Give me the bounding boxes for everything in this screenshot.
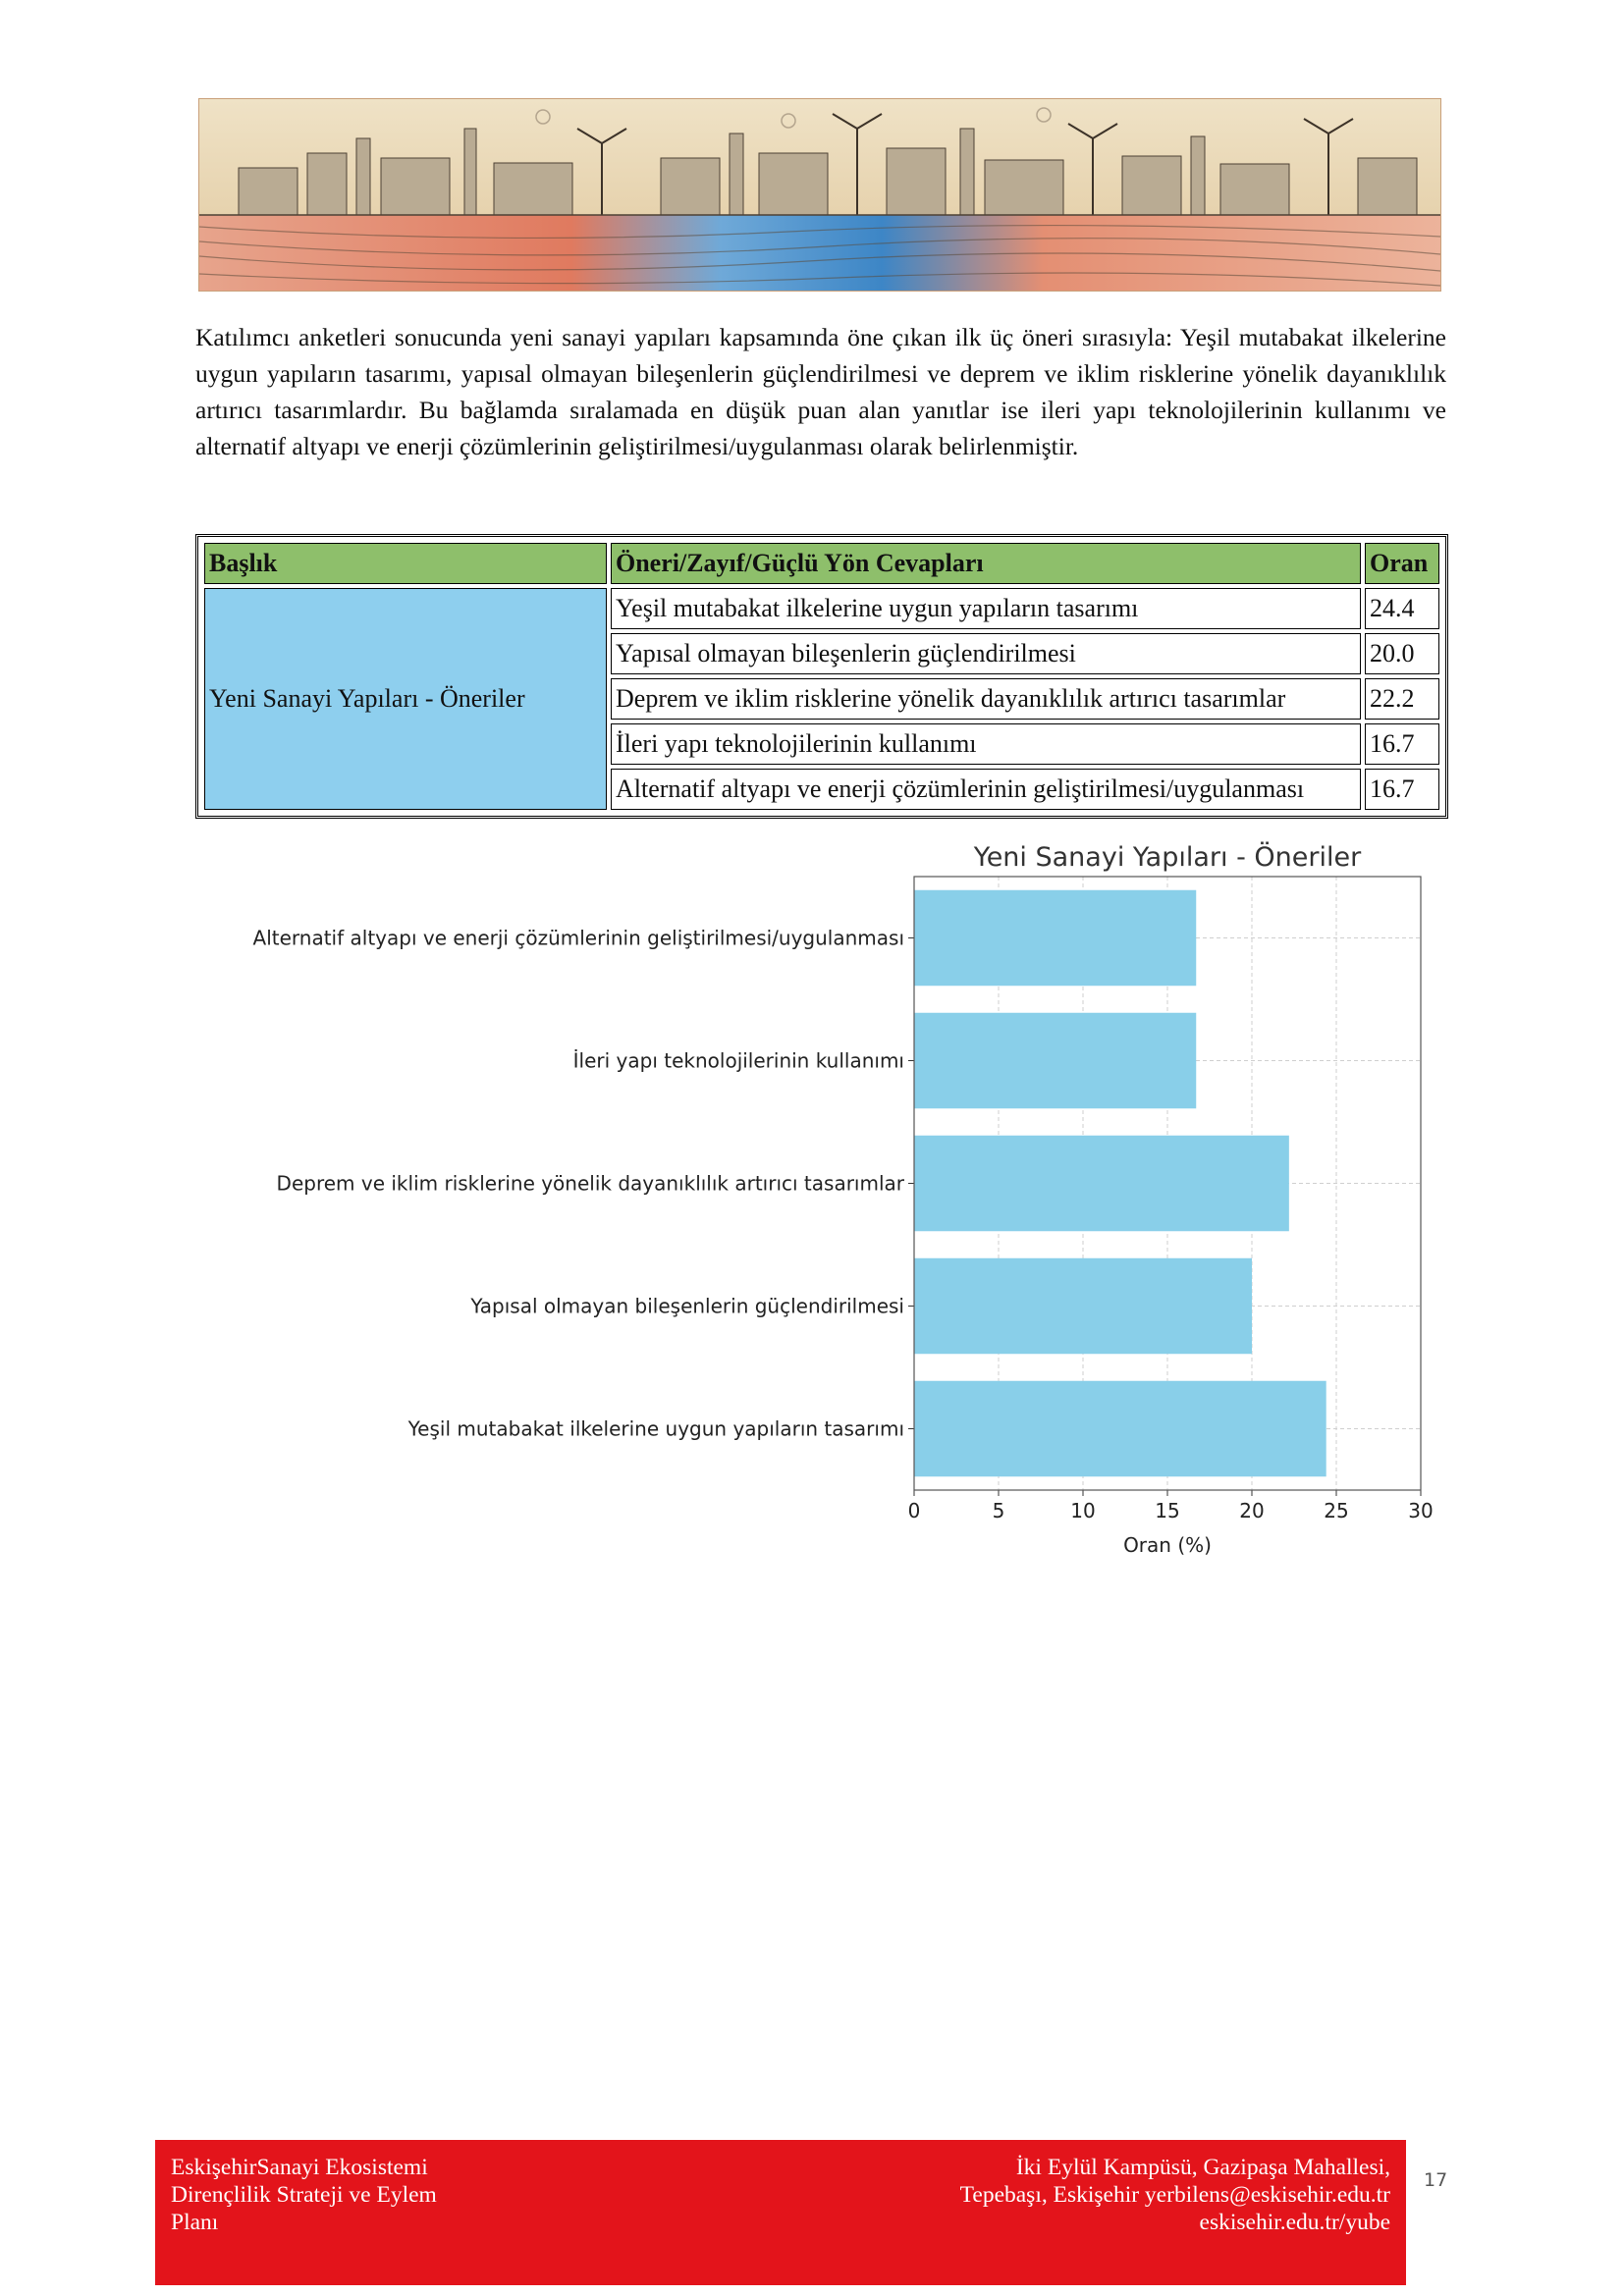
rate-cell: 20.0: [1365, 633, 1439, 674]
category-label: Deprem ve iklim risklerine yönelik dayanıklılık artırıcı tasarımlar: [276, 1171, 904, 1196]
answer-cell: İleri yapı teknolojilerinin kullanımı: [611, 723, 1361, 765]
rate-cell: 16.7: [1365, 723, 1439, 765]
bar: [914, 1381, 1326, 1477]
answer-cell: Deprem ve iklim risklerine yönelik dayanıklılık artırıcı tasarımlar: [611, 678, 1361, 720]
x-tick-label: 30: [1408, 1499, 1434, 1522]
topic-cell: Yeni Sanayi Yapıları - Öneriler: [204, 588, 607, 810]
answer-cell: Yeşil mutabakat ilkelerine uygun yapıların tasarımı: [611, 588, 1361, 629]
chart-x-axis-label: Oran (%): [1123, 1533, 1212, 1557]
bar: [914, 1258, 1252, 1355]
header-cell-answers: Öneri/Zayıf/Güçlü Yön Cevapları: [611, 543, 1361, 584]
x-tick-label: 10: [1070, 1499, 1096, 1522]
table-row: [204, 588, 1439, 629]
rate-cell: 16.7: [1365, 769, 1439, 810]
footer-left-line: Dirençlilik Strateji ve Eylem: [171, 2182, 437, 2208]
results-table-grid: [200, 539, 1443, 814]
header-cell-rate: Oran: [1365, 543, 1439, 584]
table-header-row: [204, 543, 1439, 584]
bar: [914, 1136, 1289, 1232]
results-table: [195, 534, 1448, 819]
x-tick-label: 25: [1324, 1499, 1349, 1522]
rate-cell: 24.4: [1365, 588, 1439, 629]
rate-cell: 22.2: [1365, 678, 1439, 720]
answer-cell: Yapısal olmayan bileşenlerin güçlendirilmesi: [611, 633, 1361, 674]
footer-left: [171, 2154, 583, 2236]
answer-cell: Alternatif altyapı ve enerji çözümlerinin geliştirilmesi/uygulanması: [611, 769, 1361, 810]
category-label: İleri yapı teknolojilerinin kullanımı: [572, 1048, 904, 1073]
footer-address-line: İki Eylül Kampüsü, Gazipaşa Mahallesi,: [1015, 2155, 1390, 2180]
footer-website: eskisehir.edu.tr/yube: [1199, 2210, 1390, 2235]
category-label: Yeşil mutabakat ilkelerine uygun yapıların tasarımı: [407, 1416, 904, 1441]
footer-address-line: Tepebaşı, Eskişehir yerbilens@eskisehir.edu.tr: [959, 2182, 1390, 2208]
chart-category-labels: [253, 927, 914, 1441]
page-number: 17: [1424, 2169, 1448, 2191]
category-label: Yapısal olmayan bileşenlerin güçlendirilmesi: [470, 1294, 904, 1318]
page-footer: [155, 2140, 1406, 2285]
footer-left-line: EskişehirSanayi Ekosistemi: [171, 2155, 428, 2180]
chart-bars: [914, 890, 1326, 1477]
category-label: Alternatif altyapı ve enerji çözümlerinin geliştirilmesi/uygulanması: [252, 926, 904, 950]
bar-chart: [195, 832, 1452, 1569]
header-cell-topic: Başlık: [204, 543, 607, 584]
footer-right: [960, 2154, 1390, 2236]
x-tick-label: 0: [907, 1499, 921, 1522]
footer-left-line: Planı: [171, 2210, 219, 2235]
x-tick-label: 15: [1155, 1499, 1180, 1522]
x-tick-label: 5: [992, 1499, 1005, 1522]
header-banner-illustration: [198, 98, 1441, 292]
industrial-landscape-image: [199, 99, 1440, 291]
intro-paragraph: Katılımcı anketleri sonucunda yeni sanayi yapıları kapsamında öne çıkan ilk üç öneri sırasıyla: Yeşil mutabakat ilkelerine uygun yapıların tasarımı, yapısal olmayan bileşenlerin güçlendirilmesi ve deprem ve iklim risklerine yönelik dayanıklılık artırıcı tasarımlardır. Bu bağlamda sıralamada en düşük puan alan yanıtlar ise ileri yapı teknolojilerinin kullanımı ve alternatif altyapı ve enerji çözümlerinin geliştirilmesi/uygulanması olarak belirlenmiştir.: [195, 323, 1446, 460]
bar: [914, 890, 1196, 987]
x-tick-label: 20: [1239, 1499, 1265, 1522]
bar: [914, 1013, 1196, 1109]
chart-title: Yeni Sanayi Yapıları - Öneriler: [973, 842, 1362, 873]
chart-x-ticks: [908, 1490, 1434, 1522]
